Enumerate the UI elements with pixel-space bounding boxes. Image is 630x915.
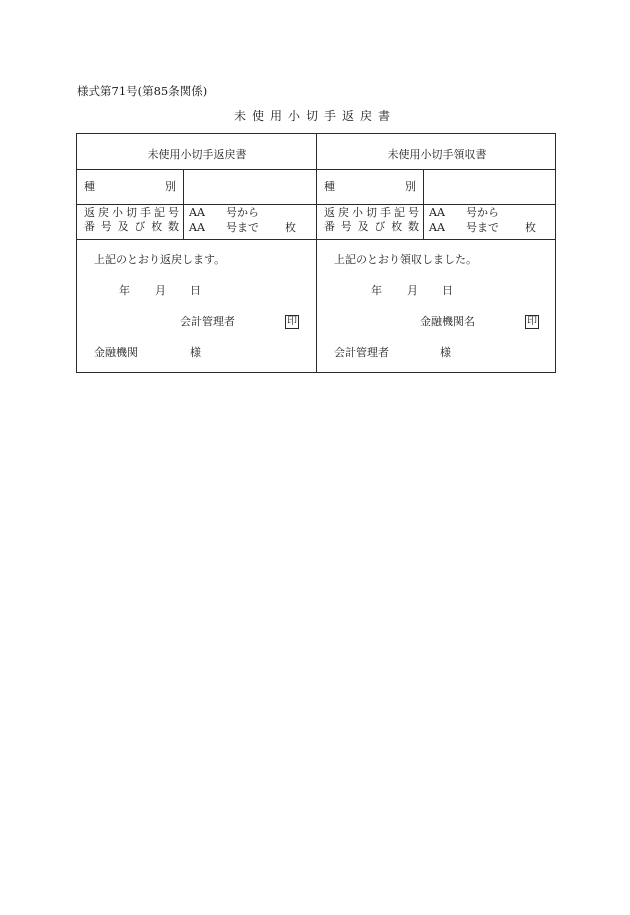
- header-row-line: [77, 169, 555, 170]
- right-count-unit: 枚: [525, 221, 536, 234]
- right-kind-label: 種 別: [324, 180, 416, 193]
- form-id: 様式第71号(第85条関係): [77, 84, 208, 98]
- left-from-prefix: AA: [189, 206, 205, 219]
- left-recipient: 金融機関: [94, 346, 138, 359]
- left-statement: 上記のとおり返戻します。: [94, 253, 226, 266]
- left-seal-box: 印: [287, 316, 297, 327]
- right-numbers-label: 返 戻 小 切 手 記 号 番 号 及 び 枚 数: [324, 206, 419, 233]
- right-date-day: 日: [442, 284, 453, 297]
- left-date-month: 月: [155, 284, 166, 297]
- right-date-month: 月: [407, 284, 418, 297]
- left-to-prefix: AA: [189, 221, 205, 234]
- right-signer: 金融機関名: [420, 315, 475, 328]
- right-header: 未使用小切手領収書: [387, 148, 487, 161]
- right-recipient: 会計管理者: [334, 346, 389, 359]
- left-date-year: 年: [119, 284, 130, 297]
- left-kind-label: 種 別: [84, 180, 176, 193]
- left-numbers-label: 返 戻 小 切 手 記 号 番 号 及 び 枚 数: [84, 206, 179, 233]
- left-count-unit: 枚: [285, 221, 296, 234]
- numbers-row-line: [77, 239, 555, 240]
- right-to-suffix: 号まで: [466, 221, 499, 234]
- right-honorific: 様: [440, 346, 451, 359]
- right-from-suffix: 号から: [466, 206, 499, 219]
- left-to-suffix: 号まで: [226, 221, 259, 234]
- right-statement: 上記のとおり領収しました。: [334, 253, 477, 266]
- right-from-prefix: AA: [429, 206, 445, 219]
- left-signer: 会計管理者: [180, 315, 235, 328]
- right-seal-box: 印: [527, 316, 537, 327]
- right-date-year: 年: [371, 284, 382, 297]
- document-title: 未使用小切手返戻書: [233, 109, 396, 123]
- left-from-suffix: 号から: [226, 206, 259, 219]
- right-to-prefix: AA: [429, 221, 445, 234]
- kind-row-line: [77, 204, 555, 205]
- form-table: [76, 133, 556, 373]
- left-honorific: 様: [190, 346, 201, 359]
- left-date-day: 日: [190, 284, 201, 297]
- left-header: 未使用小切手返戻書: [147, 148, 247, 161]
